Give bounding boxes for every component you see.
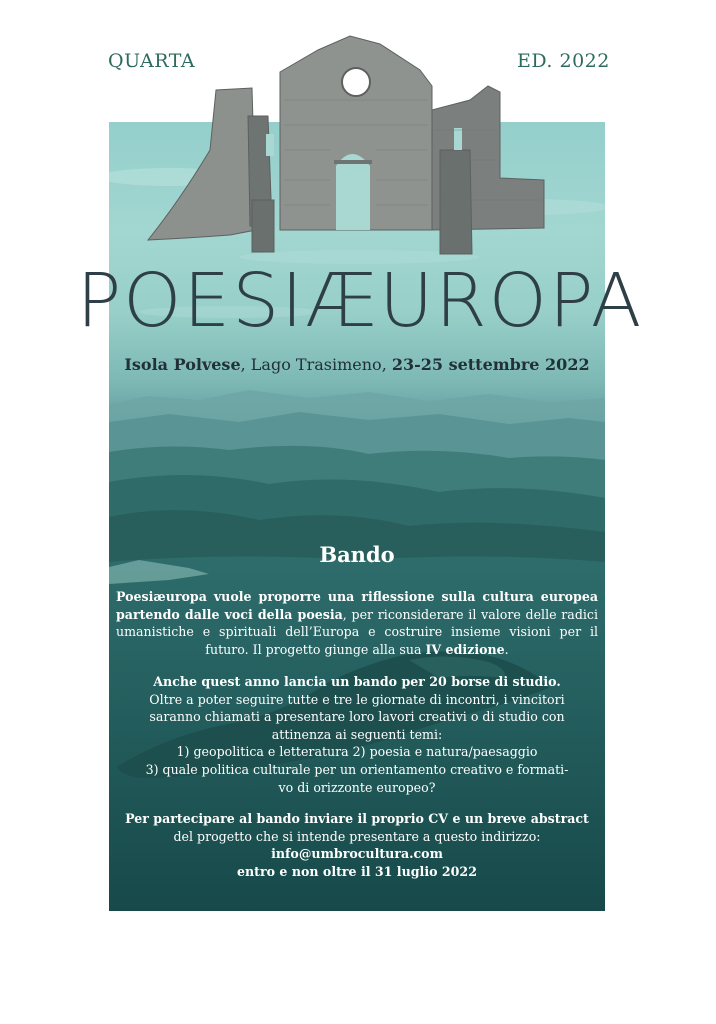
festival-title: POESIÆUROPA [76,258,644,344]
apply-bold-text: Per partecipare al bando inviare il proprio CV e un breve abstract [125,811,589,826]
intro-end: . [504,641,509,657]
topic-line: 3) quale politica culturale per un orientamento creativo e formati- [145,761,569,777]
bando-heading: Bando [319,542,395,567]
call-line: Oltre a poter seguire tutte e tre le giornate di incontri, i vincitori [149,691,565,707]
church-ruins-illustration [140,30,550,260]
event-location-dates [109,355,605,374]
topic-line: vo di orizzonte europeo? [278,779,436,795]
intro-paragraph [116,588,598,658]
edition-number-label: QUARTA [108,50,196,72]
contact-email-link[interactable] [116,845,598,863]
deadline-line [116,863,598,881]
lake-name: , Lago Trasimeno, [240,355,392,374]
apply-line: del progetto che si intende presentare a questo indirizzo: [173,828,541,844]
edition-highlight: IV edizione [425,641,505,657]
topic-line: 1) geopolitica e letteratura 2) poesia e natura/paesaggio [176,744,538,760]
call-scholarships: bando per 20 borse di studio [353,674,557,689]
call-paragraph [116,673,598,796]
call-line: saranno chiamati a presentare loro lavori creativi o di studio con [149,709,565,725]
deadline-text: entro e non oltre il 31 luglio 2022 [237,863,477,879]
call-end: . [556,674,561,689]
event-dates: 23-25 settembre 2022 [391,355,590,374]
contact-email[interactable]: info@umbrocultura.com [271,846,443,862]
call-headline [116,673,598,691]
application-paragraph [116,810,598,880]
call-line: attinenza ai seguenti temi: [271,726,443,742]
call-pre: Anche quest anno lancia un [153,674,354,689]
intro-bold-text: Poesiæuropa vuole proporre una riflessione sulla cultura europea partendo dalle voci della poesia [116,589,598,622]
island-name: Isola Polvese [124,355,241,374]
intro-text: , per riconsiderare il valore delle radici umanistiche e spirituali dell’Europa e costruire insieme visioni per il futuro. Il progetto giunge alla sua [116,606,598,657]
edition-year-label: ED. 2022 [517,50,610,72]
apply-headline [116,810,598,828]
